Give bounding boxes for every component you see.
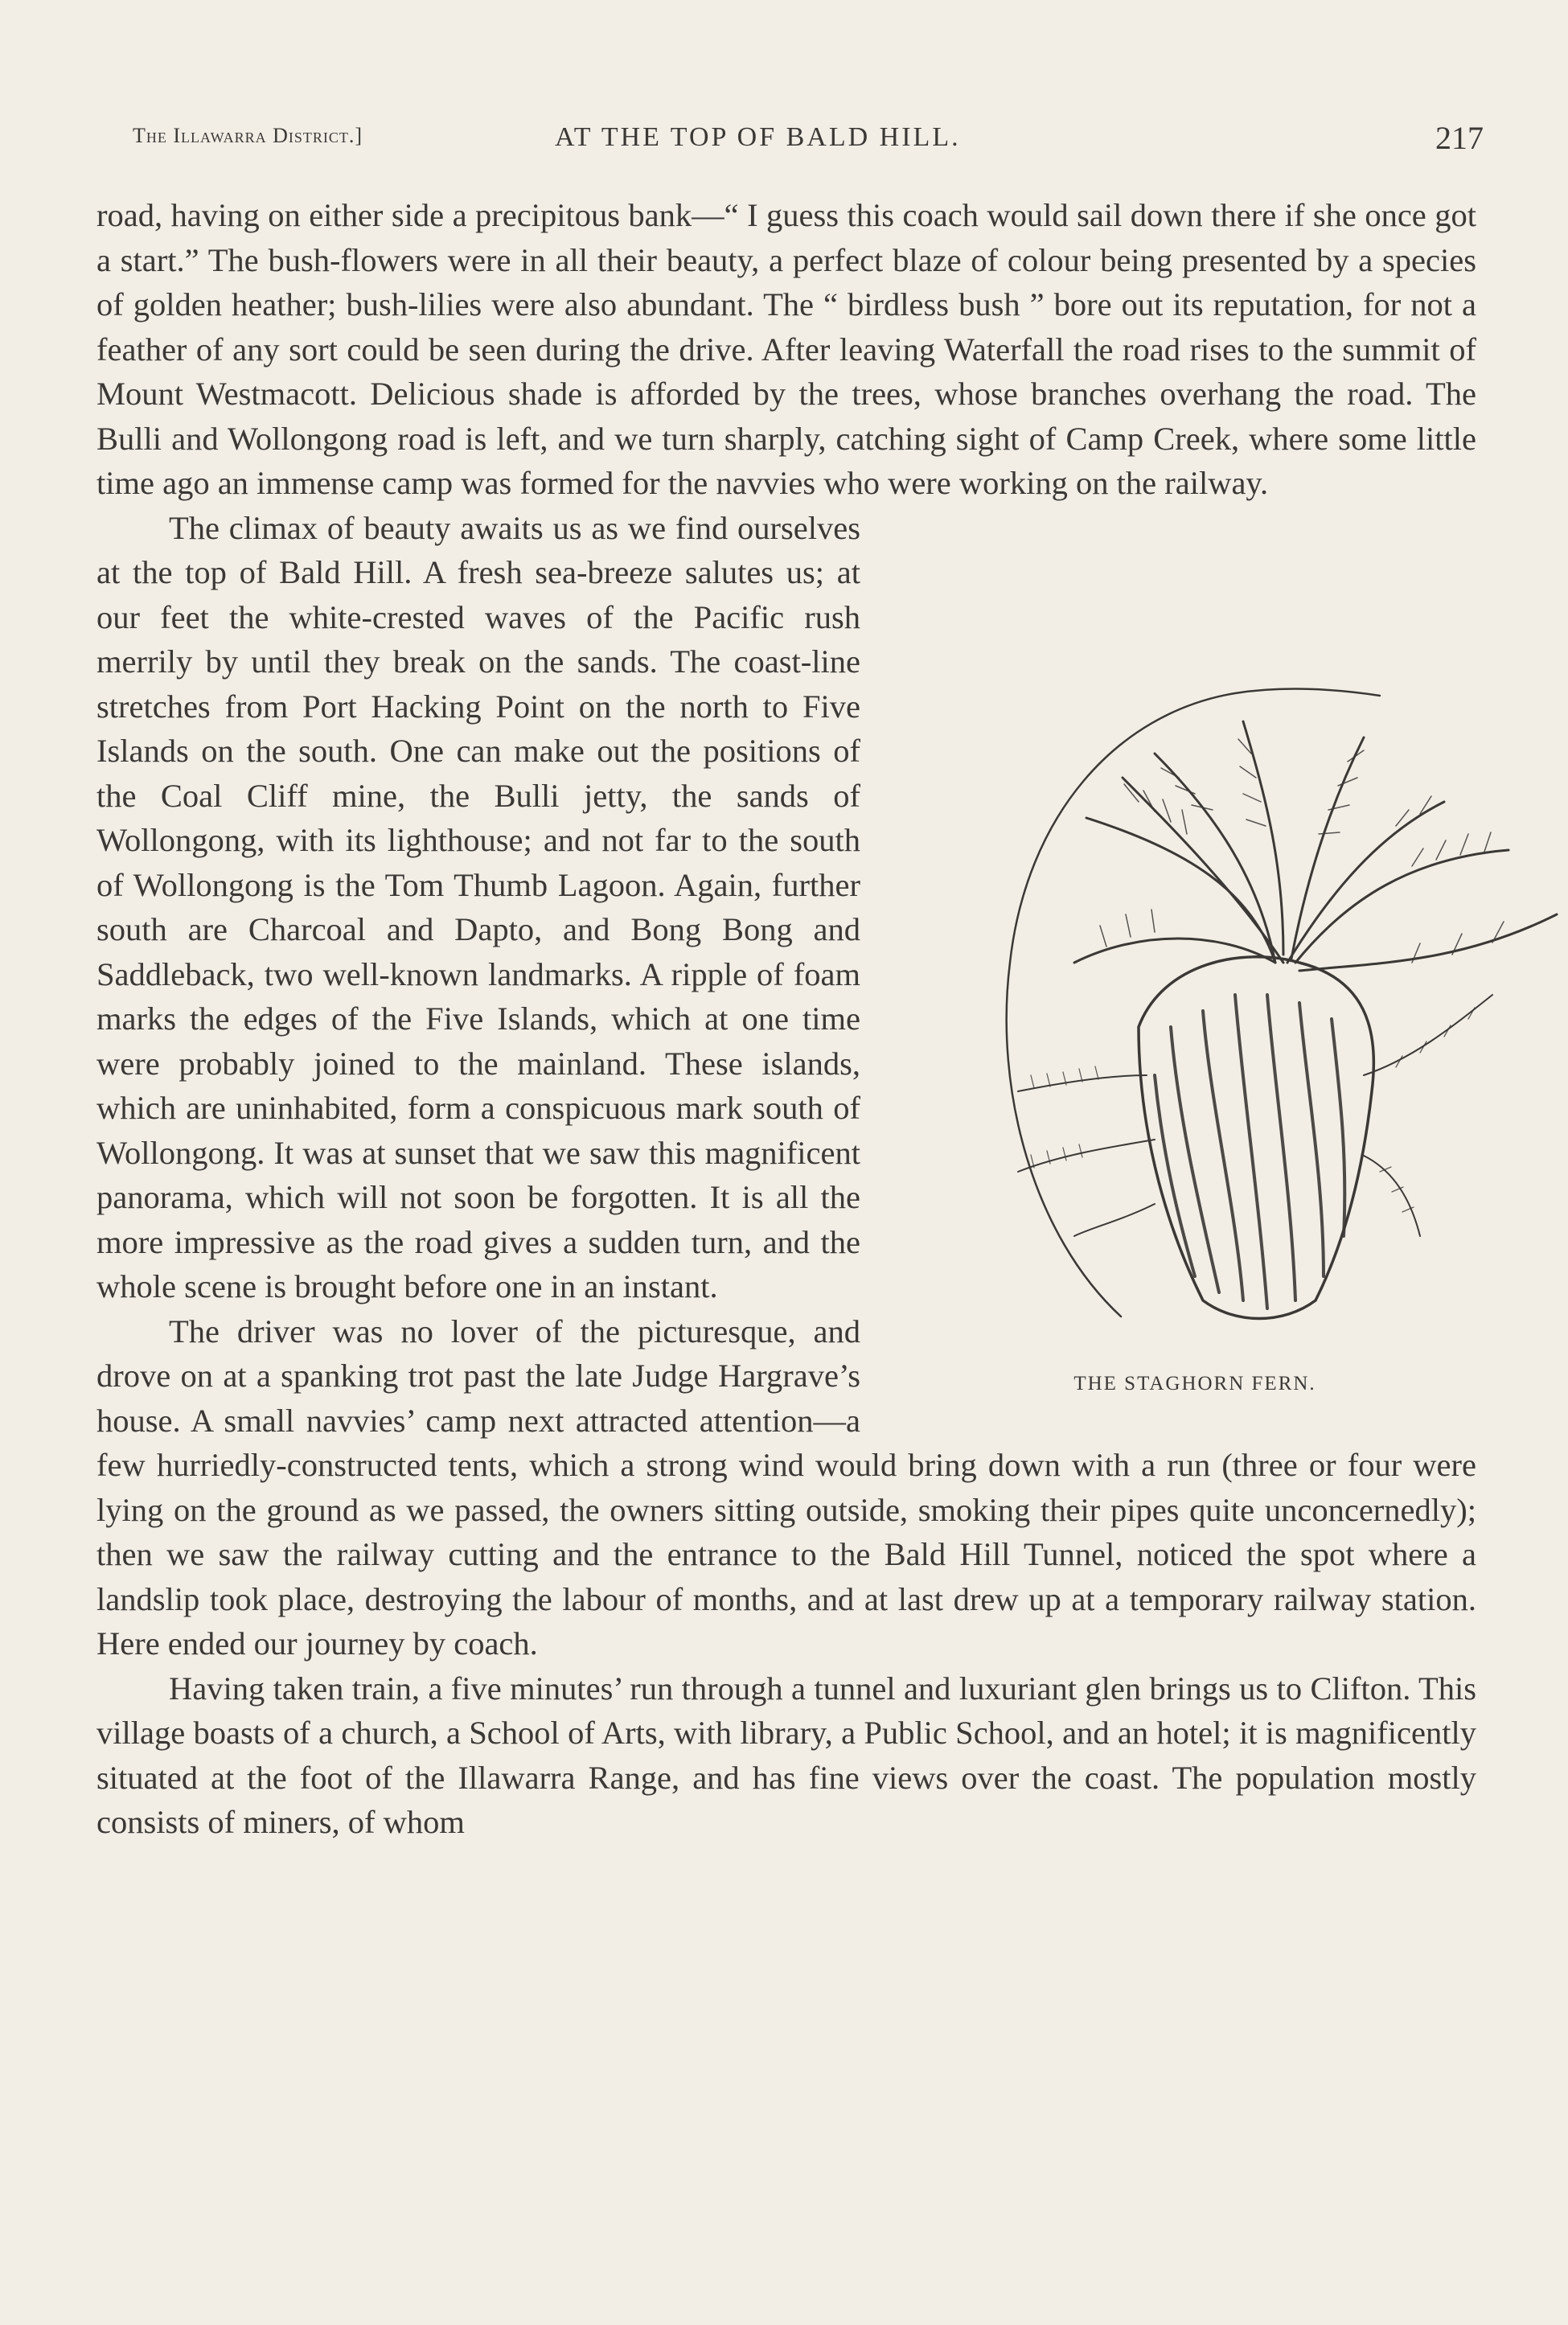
figure-caption: THE STAGHORN FERN. (1073, 1372, 1316, 1395)
staghorn-fern-illustration (897, 512, 1568, 1349)
page-number: 217 (1435, 120, 1484, 156)
running-head-title: AT THE TOP OF BALD HILL. (555, 122, 961, 152)
paragraph-3: The driver was no lover of the picturesque, and drove on at a spanking trot past the late Judge Hargrave’s house. A small navvies’ camp next attracted attention—a few hurriedly-constructed tents, which a strong wind would bring down with a run (three or four were lying on the ground as we passed, the owners sitting outside, smoking their pipes quite unconcernedly); then we saw the railway cutting and the entrance to the Bald Hill Tunnel, noticed the spot where a landslip took place, destroying the labour of months, and at last drew up at a temporary railway station. Here ended our journey by coach. (96, 1312, 1476, 1662)
running-head-section: The Illawarra District.] (133, 124, 363, 147)
staghorn-fern-figure (897, 512, 1568, 1421)
paragraph-2: The climax of beauty awaits us as we find ourselves at the top of Bald Hill. A fresh sea-breeze salutes us; at our feet the white-crested waves of the Pacific rush merrily by until they break on the sands. The coast-line stretches from Port Hacking Point on the north to Five Islands on the south. One can make out the positions of the Coal Cliff mine, the Bulli jetty, the sands of Wollongong, with its lighthouse; and not far to the south of Wollongong is the Tom Thumb Lagoon. Again, further south are Charcoal and Dapto, and Bong Bong and Saddleback, two well-known landmarks. A ripple of foam marks the edges of the Five Islands, which at one time were probably joined to the mainland. These islands, which are uninhabited, form a conspicuous mark south of Wollongong. It was at sunset that we saw this magnificent panorama, which will not soon be forgotten. It is all the more impressive as the road gives a sudden turn, and the whole scene is brought before one in an instant. (96, 509, 860, 1304)
paragraph-1: road, having on either side a precipitous bank—“ I guess this coach would sail down there if she once got a start.” The bush-flowers were in all their beauty, a perfect blaze of colour being presented by a species of golden heather; bush-lilies were also abundant. The “ birdless bush ” bore out its reputation, for not a feather of any sort could be seen during the drive. After leaving Waterfall the road rises to the summit of Mount Westmacott. Delicious shade is afforded by the trees, whose branches overhang the road. The Bulli and Wollongong road is left, and we turn sharply, catching sight of Camp Creek, where some little time ago an immense camp was formed for the navvies who were working on the railway. (96, 197, 1476, 501)
body-text (96, 193, 1476, 1845)
running-head (133, 119, 1484, 161)
paragraph-4: Having taken train, a five minutes’ run through a tunnel and luxuriant glen brings us to Clifton. This village boasts of a church, a School of Arts, with library, a Public School, and an hotel; it is magnificently situated at the foot of the Illawarra Range, and has fine views over the coast. The population mostly consists of miners, of whom (96, 1670, 1476, 1840)
